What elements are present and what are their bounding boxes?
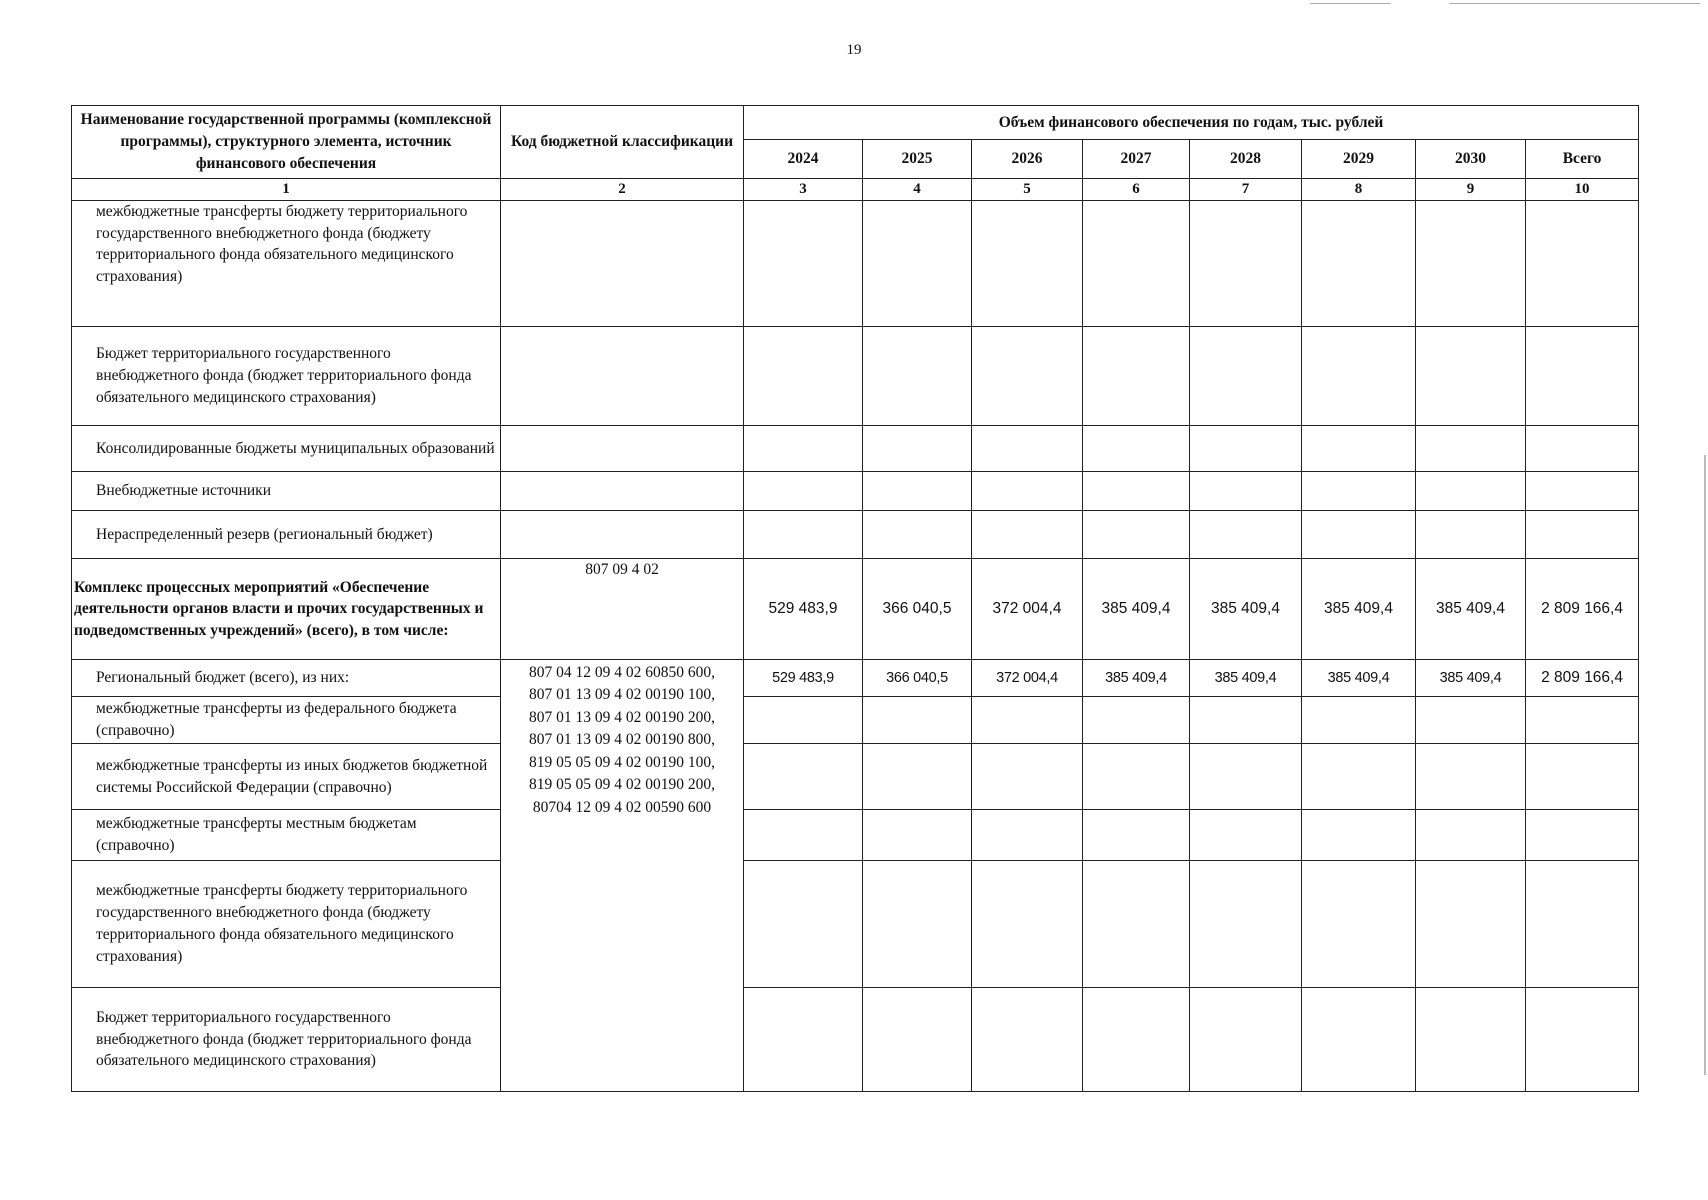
value-cell: 372 004,4 [972, 659, 1083, 696]
col-number: 1 [72, 178, 501, 200]
value-cell: 385 409,4 [1416, 659, 1526, 696]
table-row [72, 659, 1639, 696]
header-name: Наименование государственной программы (комплексной программы), структурного элемента, источник финансового обеспечения [72, 106, 501, 179]
value-cell: 2 809 166,4 [1526, 659, 1639, 696]
header-total: Всего [1526, 140, 1639, 178]
table-row [72, 987, 1639, 1091]
page-number: 19 [846, 42, 862, 58]
value-cell: 385 409,4 [1416, 559, 1526, 660]
row-code [501, 200, 744, 326]
row-code [501, 425, 744, 471]
value-cell: 2 809 166,4 [1526, 559, 1639, 660]
table-row [72, 559, 1639, 660]
budget-code: 807 04 12 09 4 02 60850 600, [529, 663, 715, 681]
row-name: Внебюджетные источники [72, 472, 501, 510]
header-code: Код бюджетной классификации [501, 106, 744, 179]
row-name: межбюджетные трансферты бюджету территориального государственного внебюджетного фонда (бюджету территориального фонда обязательного медицинского страхования) [72, 200, 501, 326]
value-cell: 385 409,4 [1083, 559, 1190, 660]
column-numbers-row [72, 178, 1639, 200]
scan-edge [1704, 455, 1706, 1075]
row-code: 807 09 4 02 [501, 559, 744, 660]
financing-table [71, 105, 1639, 1092]
header-row [72, 106, 1639, 140]
table-row [72, 510, 1639, 558]
header-year: 2025 [863, 140, 972, 178]
value-cell: 385 409,4 [1302, 659, 1416, 696]
col-number: 6 [1083, 178, 1190, 200]
budget-code: 807 01 13 09 4 02 00190 100, [529, 686, 715, 704]
header-year: 2029 [1302, 140, 1416, 178]
value-cell: 385 409,4 [1302, 559, 1416, 660]
row-name: межбюджетные трансферты местным бюджетам (справочно) [72, 810, 501, 860]
header-year: 2027 [1083, 140, 1190, 178]
row-name: межбюджетные трансферты бюджету территориального государственного внебюджетного фонда (бюджету территориального фонда обязательного медицинского страхования) [72, 860, 501, 987]
row-name: Нераспределенный резерв (региональный бюджет) [72, 510, 501, 558]
row-code [501, 326, 744, 425]
header-volume: Объем финансового обеспечения по годам, тыс. рублей [744, 106, 1639, 140]
table-row [72, 472, 1639, 510]
col-number: 4 [863, 178, 972, 200]
value-cell: 529 483,9 [744, 659, 863, 696]
budget-code: 807 01 13 09 4 02 00190 800, [529, 731, 715, 749]
row-name: Консолидированные бюджеты муниципальных образований [72, 425, 501, 471]
table-row [72, 425, 1639, 471]
budget-code: 819 05 05 09 4 02 00190 200, [529, 776, 715, 794]
col-number: 3 [744, 178, 863, 200]
table-row [72, 326, 1639, 425]
col-number: 7 [1190, 178, 1302, 200]
table-row [72, 810, 1639, 860]
row-name: межбюджетные трансферты из федерального бюджета (справочно) [72, 697, 501, 743]
budget-code: 819 05 05 09 4 02 00190 100, [529, 753, 715, 771]
header-year: 2028 [1190, 140, 1302, 178]
scan-artifact [1450, 3, 1700, 4]
value-cell: 385 409,4 [1190, 559, 1302, 660]
col-number: 9 [1416, 178, 1526, 200]
budget-codes-cell [501, 659, 744, 1091]
row-name: Комплекс процессных мероприятий «Обеспечение деятельности органов власти и прочих государственных и подведомственных учреждений» (всего), в том числе: [72, 559, 501, 660]
table-row [72, 200, 1639, 326]
row-name: Региональный бюджет (всего), из них: [72, 659, 501, 696]
header-year: 2024 [744, 140, 863, 178]
row-name: Бюджет территориального государственного внебюджетного фонда (бюджет территориального фонда обязательного медицинского страхования) [72, 326, 501, 425]
value-cell: 366 040,5 [863, 559, 972, 660]
row-name: Бюджет территориального государственного внебюджетного фонда (бюджет территориального фонда обязательного медицинского страхования) [72, 987, 501, 1091]
col-number: 10 [1526, 178, 1639, 200]
table-row [72, 860, 1639, 987]
budget-code: 80704 12 09 4 02 00590 600 [532, 798, 712, 816]
value-cell: 385 409,4 [1190, 659, 1302, 696]
value-cell: 366 040,5 [863, 659, 972, 696]
value-cell: 385 409,4 [1083, 659, 1190, 696]
row-name: межбюджетные трансферты из иных бюджетов бюджетной системы Российской Федерации (справочно) [72, 743, 501, 810]
row-code [501, 510, 744, 558]
col-number: 8 [1302, 178, 1416, 200]
header-year: 2026 [972, 140, 1083, 178]
table-row [72, 697, 1639, 743]
row-code [501, 472, 744, 510]
value-cell: 529 483,9 [744, 559, 863, 660]
header-year: 2030 [1416, 140, 1526, 178]
value-cell: 372 004,4 [972, 559, 1083, 660]
col-number: 2 [501, 178, 744, 200]
table-row [72, 743, 1639, 810]
budget-code: 807 01 13 09 4 02 00190 200, [529, 708, 715, 726]
scan-artifact [1310, 3, 1390, 4]
col-number: 5 [972, 178, 1083, 200]
